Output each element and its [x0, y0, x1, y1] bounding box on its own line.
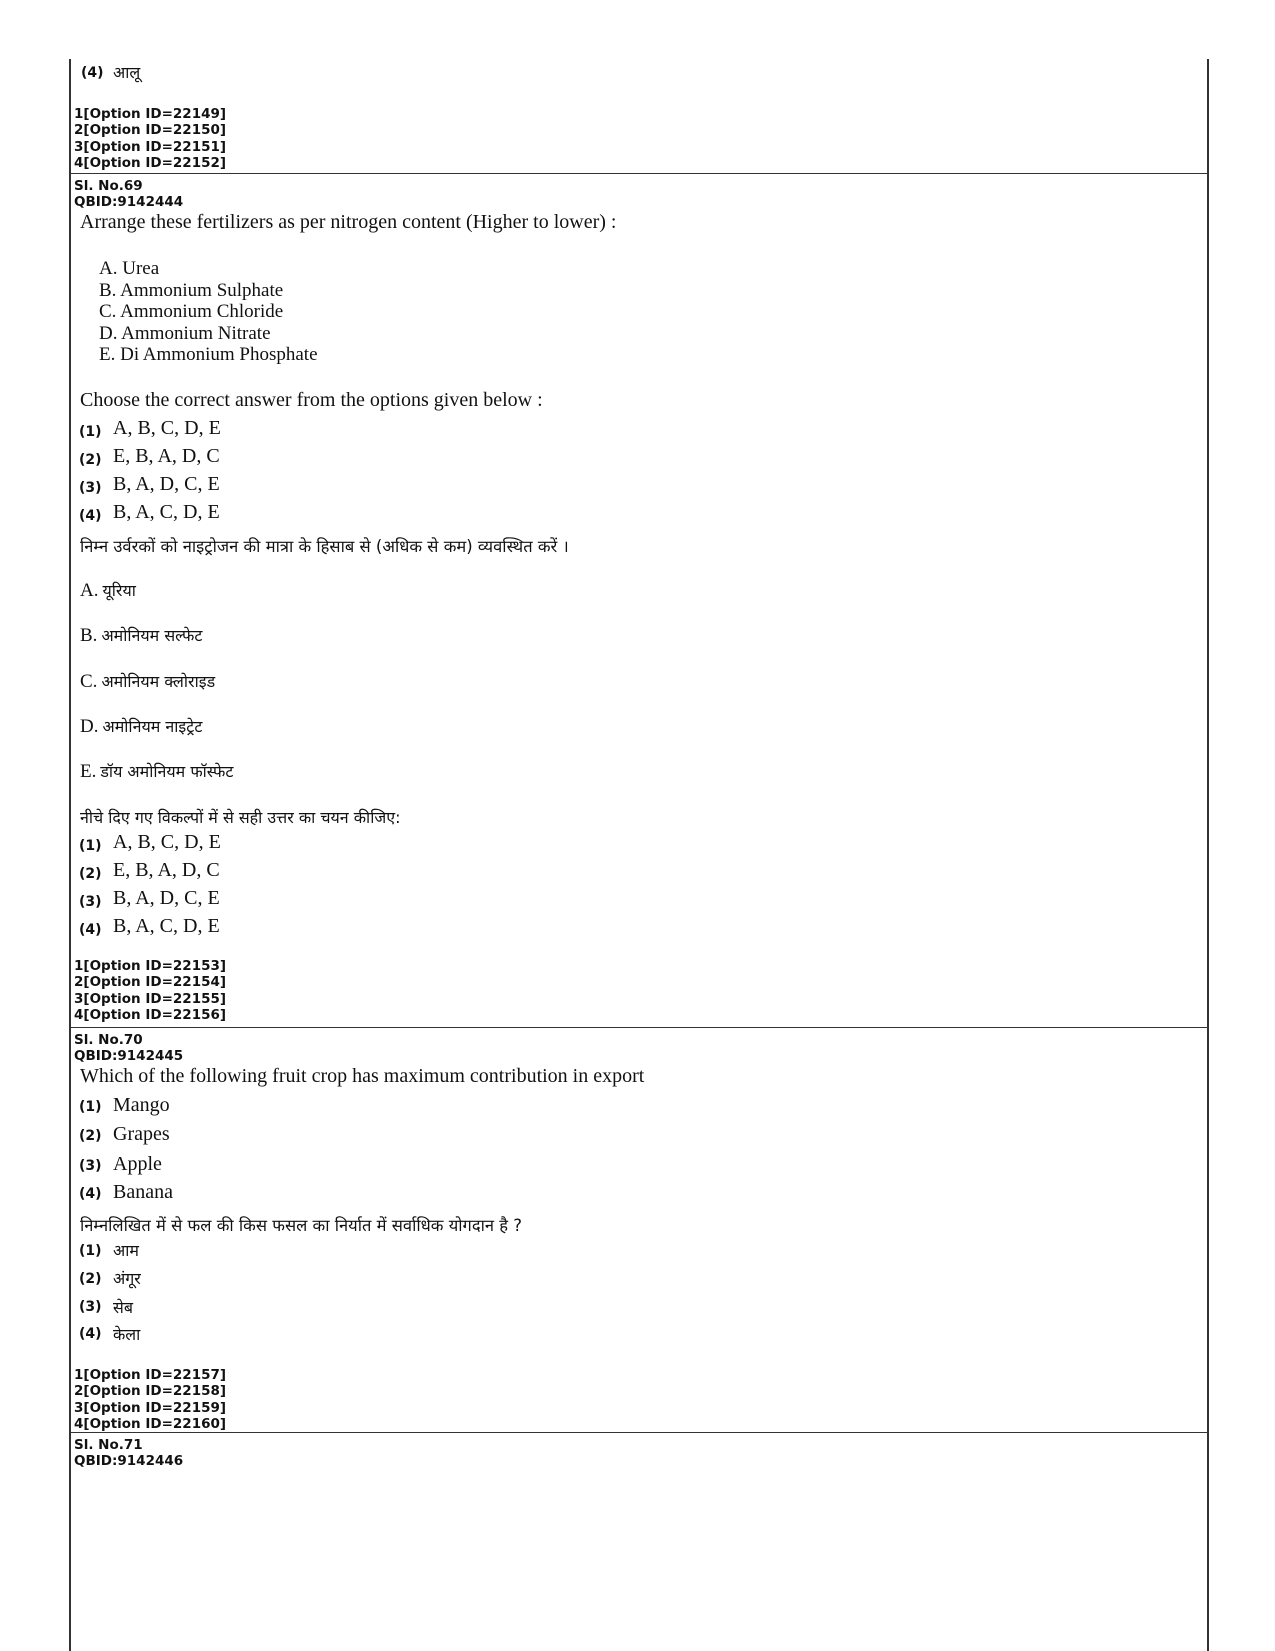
qbid: QBID:9142446: [74, 1453, 184, 1469]
item-text: अमोनियम सल्फेट: [101, 626, 203, 645]
option-id: 3[Option ID=22151]: [74, 138, 227, 155]
option-number: (1): [79, 838, 102, 854]
option-text: Banana: [113, 1181, 173, 1203]
option-text: B, A, D, C, E: [113, 473, 220, 495]
option-id: 3[Option ID=22155]: [74, 990, 227, 1007]
option-id: 2[Option ID=22154]: [74, 974, 227, 991]
option-id: 2[Option ID=22150]: [74, 122, 227, 139]
option-id-list: [74, 106, 226, 171]
option-4-number: (4): [81, 65, 104, 81]
qbid: QBID:9142444: [74, 194, 184, 210]
question-text-en: Which of the following fruit crop has maximum contribution in export: [80, 1065, 645, 1087]
option-number: (2): [79, 1271, 102, 1287]
list-item: D. Ammonium Nitrate: [99, 322, 271, 344]
item-text: अमोनियम क्लोराइड: [101, 672, 216, 691]
divider: [71, 1432, 1207, 1433]
choose-text-en: Choose the correct answer from the options given below :: [80, 389, 543, 411]
option-text: Mango: [113, 1094, 170, 1116]
sl-no: Sl. No.69: [74, 178, 143, 194]
option-text: अंगूर: [113, 1269, 141, 1288]
option-text: B, A, C, D, E: [113, 915, 220, 937]
qbid: QBID:9142445: [74, 1048, 184, 1064]
option-text: E, B, A, D, C: [113, 445, 220, 467]
option-number: (1): [79, 1243, 102, 1259]
option-number: (4): [79, 922, 102, 938]
option-number: (2): [79, 1128, 102, 1144]
question-text-hi: निम्न उर्वरकों को नाइट्रोजन की मात्रा के हिसाब से (अधिक से कम) व्यवस्थित करें ।: [80, 537, 569, 556]
list-item: A. Urea: [99, 258, 160, 279]
option-number: (4): [79, 1186, 102, 1202]
option-text: A, B, C, D, E: [113, 831, 221, 853]
option-number: (3): [79, 894, 102, 910]
option-text: B, A, C, D, E: [113, 501, 220, 523]
option-id: 4[Option ID=22152]: [74, 154, 227, 171]
option-number: (4): [79, 1326, 102, 1342]
hindi-item: [80, 579, 136, 602]
option-number: (3): [79, 1158, 102, 1174]
hindi-item: [80, 760, 233, 783]
option-text: B, A, D, C, E: [113, 887, 220, 909]
item-letter: E.: [80, 761, 97, 782]
option-id: 2[Option ID=22158]: [74, 1383, 227, 1400]
option-text: Grapes: [113, 1123, 170, 1145]
hindi-item: [80, 624, 202, 647]
item-letter: B.: [80, 625, 98, 646]
sl-no: Sl. No.70: [74, 1032, 143, 1048]
list-item: C. Ammonium Chloride: [99, 301, 284, 323]
item-list-en: [99, 258, 318, 366]
question-text-hi: निम्नलिखित में से फल की किस फसल का निर्यात में सर्वाधिक योगदान है ?: [80, 1216, 523, 1235]
option-number: (1): [79, 1099, 102, 1115]
option-number: (1): [79, 424, 102, 440]
sl-no: Sl. No.71: [74, 1437, 143, 1453]
option-4-text: आलू: [113, 63, 141, 82]
option-id: 4[Option ID=22156]: [74, 1006, 227, 1023]
option-number: (4): [79, 508, 102, 524]
option-text: केला: [113, 1325, 141, 1344]
option-number: (2): [79, 452, 102, 468]
item-letter: C.: [80, 671, 98, 692]
option-text: सेब: [113, 1298, 133, 1317]
option-id-list: [74, 1367, 226, 1432]
option-text: आम: [113, 1241, 139, 1260]
hindi-item: [80, 715, 202, 738]
option-number: (2): [79, 866, 102, 882]
question-frame: [69, 59, 1209, 1651]
option-text: E, B, A, D, C: [113, 859, 220, 881]
list-item: E. Di Ammonium Phosphate: [99, 344, 318, 366]
item-text: अमोनियम नाइट्रेट: [102, 717, 203, 736]
option-id: 1[Option ID=22153]: [74, 958, 227, 974]
item-letter: A.: [80, 580, 99, 601]
choose-text-hi: नीचे दिए गए विकल्पों में से सही उत्तर का चयन कीजिए:: [80, 808, 401, 827]
option-id: 1[Option ID=22149]: [74, 106, 227, 122]
option-id: 4[Option ID=22160]: [74, 1415, 227, 1432]
option-text: A, B, C, D, E: [113, 417, 221, 439]
list-item: B. Ammonium Sulphate: [99, 279, 284, 301]
option-number: (3): [79, 480, 102, 496]
option-id: 1[Option ID=22157]: [74, 1367, 227, 1383]
item-text: डॉय अमोनियम फॉस्फेट: [100, 762, 234, 781]
question-text-en: Arrange these fertilizers as per nitrogen content (Higher to lower) :: [80, 211, 617, 233]
option-id: 3[Option ID=22159]: [74, 1399, 227, 1416]
item-letter: D.: [80, 716, 99, 737]
divider: [71, 1027, 1207, 1028]
option-text: Apple: [113, 1153, 162, 1175]
divider: [71, 173, 1207, 174]
hindi-item: [80, 670, 215, 693]
option-number: (3): [79, 1299, 102, 1315]
item-text: यूरिया: [102, 581, 136, 600]
option-id-list: [74, 958, 226, 1023]
